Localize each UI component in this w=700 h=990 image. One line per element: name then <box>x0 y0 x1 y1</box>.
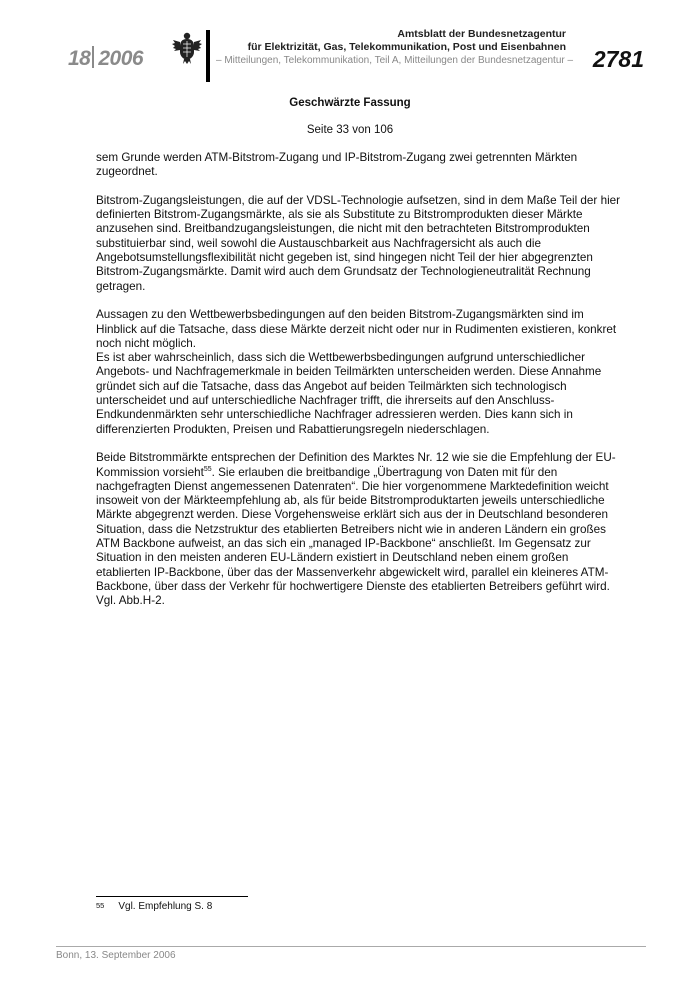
footnote-text: Vgl. Empfehlung S. 8 <box>118 901 213 912</box>
document-title: Geschwärzte Fassung <box>289 97 411 109</box>
footer-divider <box>56 946 646 947</box>
paragraph: Bitstrom-Zugangsleistungen, die auf der VDSL-Technologie aufsetzen, sind in dem Maße Teil der hier definierten Bitstrom-Zugangsmärkte, als sie als Substitute zu Bitstromprodukten dieser Märkte anzusehen sind. Breitbandzugangsleistungen, die nicht mit den betrachteten Bitstromprodukten substituierbar sind, weil sowohl die Austauschbarkeit aus Nachfragersicht als auch die Angebotsumstellungsflexibilität nicht gegeben ist, sind hingegen nicht Teil der hier abgegrenzten Bitstrom-Zugangsmärkte. Damit wird auch dem Grundsatz der Technologieneutralität Rechnung getragen. <box>96 193 621 293</box>
page-number: 2781 <box>592 46 644 72</box>
federal-eagle-icon <box>172 30 202 64</box>
issue-number: 18 2006 <box>68 47 144 70</box>
paragraph: Es ist aber wahrscheinlich, dass sich die Wettbewerbsbedingungen aufgrund unterschiedlicher Angebots- und Nachfragemerkmale in beiden Teilmärkten unterscheiden werden. Diese Annahme gründet sich auf die Tatsache, dass das Angebot auf beiden Teilmärkten sich technologisch unterscheidet und auf unterschiedliche Nachfrager trifft, die ihrerseits auf den Anschluss-Endkundenmärkten sehr unterschiedliche Nachfrager adressieren werden. Dies kann sich in differenzierten Produkten, Preisen und Rabattierungsregeln niederschlagen. <box>96 351 602 436</box>
paragraph: Beide Bitstrommärkte entsprechen der Definition des Marktes Nr. 12 wie sie die Empfehlung der EU-Kommission vorsieht$^{55}$. Sie erlauben die breitbandige „Übertragung von Daten mit für den nachgefragten Dienst angemessenen Datenraten“. Die hier vorgenommene Marktedefinition weicht insoweit von der Märkteempfehlung ab, als für beide Bitstromproduktarten jeweils unterschiedliche Märkte abgegrenzt werden. Diese Vorgehensweise erklärt sich aus der in Deutschland besonderen Situation, dass die Netzstruktur des etablierten Betreibers nicht wie in anderen Ländern ein großes ATM Backbone aufweist, an das sich ein „managed IP-Backbone“ anschließt. Im Gegensatz zur Situation in den meisten anderen EU-Ländern existiert in Deutschland neben einem großen etablierten IP-Backbone, über das der Massenverkehr abgewickelt wird, parallel ein kleineres ATM-Backbone, über dass der Verkehr für hochwertigere Dienste des etablierten Betreibers geführt wird. Vgl. Abb.H-2. <box>96 451 616 608</box>
publication-title: Amtsblatt der Bundesnetzagentur für Elektrizität, Gas, Telekommunikation, Post und Eisenbahnen <box>247 28 566 53</box>
footnote-reference[interactable]: 55 <box>203 465 212 473</box>
header-divider <box>206 30 210 82</box>
footer-date: Bonn, 13. September 2006 <box>56 950 176 961</box>
document-page-label: Seite 33 von 106 <box>306 124 394 136</box>
footnote-number: 55 <box>96 901 105 910</box>
footnote <box>96 901 212 912</box>
paragraph: sem Grunde werden ATM-Bitstrom-Zugang und IP-Bitstrom-Zugang zwei getrennten Märkten zugeordnet. <box>96 151 578 179</box>
body-text <box>96 151 626 623</box>
publication-subtitle: – Mitteilungen, Telekommunikation, Teil A, Mitteilungen der Bundesnetzagentur – <box>216 55 574 66</box>
paragraph: Aussagen zu den Wettbewerbsbedingungen auf den beiden Bitstrom-Zugangsmärkten sind im Hinblick auf die Tatsache, dass diese Märkte derzeit nicht oder nur in Rudimenten existieren, konkret noch nicht möglich. <box>96 308 617 350</box>
footnote-divider <box>96 896 248 897</box>
issue-separator <box>92 46 94 68</box>
